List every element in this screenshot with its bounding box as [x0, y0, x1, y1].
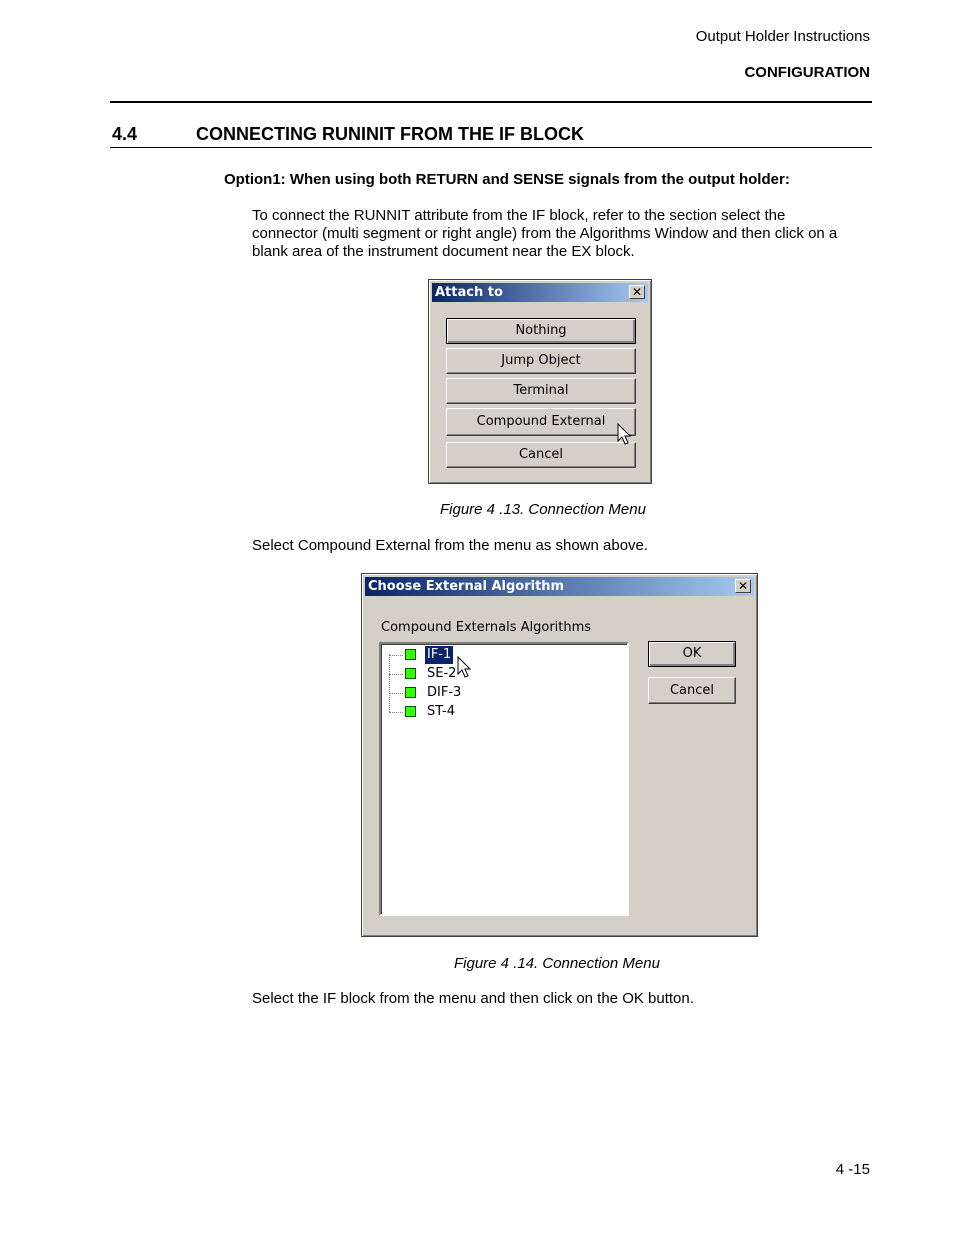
- green-square-icon: [405, 649, 416, 660]
- nothing-button[interactable]: Nothing: [446, 318, 636, 344]
- arrow-cursor-icon: [457, 656, 473, 680]
- header-rule: [110, 101, 872, 103]
- page-number: 4 -15: [835, 1161, 870, 1178]
- running-header-subtitle: CONFIGURATION: [744, 64, 870, 81]
- attach-to-dialog: [428, 279, 652, 484]
- running-header-title: Output Holder Instructions: [695, 28, 870, 45]
- tree-item-se-2[interactable]: [389, 665, 589, 683]
- paragraph-line: connector (multi segment or right angle) from the Algorithms Window and then click on a: [252, 225, 838, 242]
- tree-item-label: IF-1: [427, 647, 452, 662]
- close-icon[interactable]: ✕: [735, 579, 751, 593]
- algorithm-tree[interactable]: [379, 642, 629, 916]
- figure-caption-4-13: Figure 4 .13. Connection Menu: [440, 501, 646, 518]
- cancel-button[interactable]: Cancel: [446, 442, 636, 468]
- tree-item-dif-3[interactable]: [389, 684, 589, 702]
- tree-connector: [389, 674, 403, 675]
- green-square-icon: [405, 687, 416, 698]
- paragraph-line: blank area of the instrument document near the EX block.: [252, 243, 635, 260]
- arrow-cursor-icon: [617, 423, 633, 447]
- tree-item-label: ST-4: [427, 704, 455, 719]
- paragraph-intro: [252, 207, 872, 261]
- green-square-icon: [405, 668, 416, 679]
- paragraph-select-if: Select the IF block from the menu and then click on the OK button.: [252, 990, 694, 1007]
- paragraph-select-compound: Select Compound External from the menu as shown above.: [252, 537, 649, 554]
- section-number: 4.4: [112, 124, 138, 144]
- tree-item-st-4[interactable]: [389, 703, 589, 721]
- tree-item-label: DIF-3: [427, 685, 462, 700]
- terminal-button[interactable]: Terminal: [446, 378, 636, 404]
- list-label: Compound Externals Algorithms: [381, 620, 592, 635]
- tree-connector: [389, 693, 403, 694]
- jump-object-button[interactable]: Jump Object: [446, 348, 636, 374]
- paragraph-line: To connect the RUNNIT attribute from the IF block, refer to the section select the: [252, 207, 786, 224]
- section-title: CONNECTING RUNINIT FROM THE IF BLOCK: [196, 124, 584, 144]
- option-heading: Option1: When using both RETURN and SENSE signals from the output holder:: [224, 171, 790, 188]
- green-square-icon: [405, 706, 416, 717]
- dialog-titlebar: [432, 283, 648, 302]
- tree-item-if-1[interactable]: [389, 646, 589, 664]
- tree-item-label: SE-2: [427, 666, 457, 681]
- section-rule: [110, 147, 872, 148]
- tree-connector: [389, 712, 403, 713]
- dialog-titlebar: [365, 577, 754, 596]
- figure-caption-4-14: Figure 4 .14. Connection Menu: [454, 955, 660, 972]
- compound-external-button[interactable]: Compound External: [446, 408, 636, 436]
- close-icon[interactable]: ✕: [629, 285, 645, 299]
- choose-external-algorithm-dialog: [361, 573, 758, 937]
- ok-button[interactable]: OK: [648, 641, 736, 667]
- cancel-button[interactable]: Cancel: [648, 677, 736, 704]
- tree-connector: [389, 655, 403, 656]
- dialog-title: Attach to: [435, 285, 503, 300]
- dialog-title: Choose External Algorithm: [368, 579, 565, 594]
